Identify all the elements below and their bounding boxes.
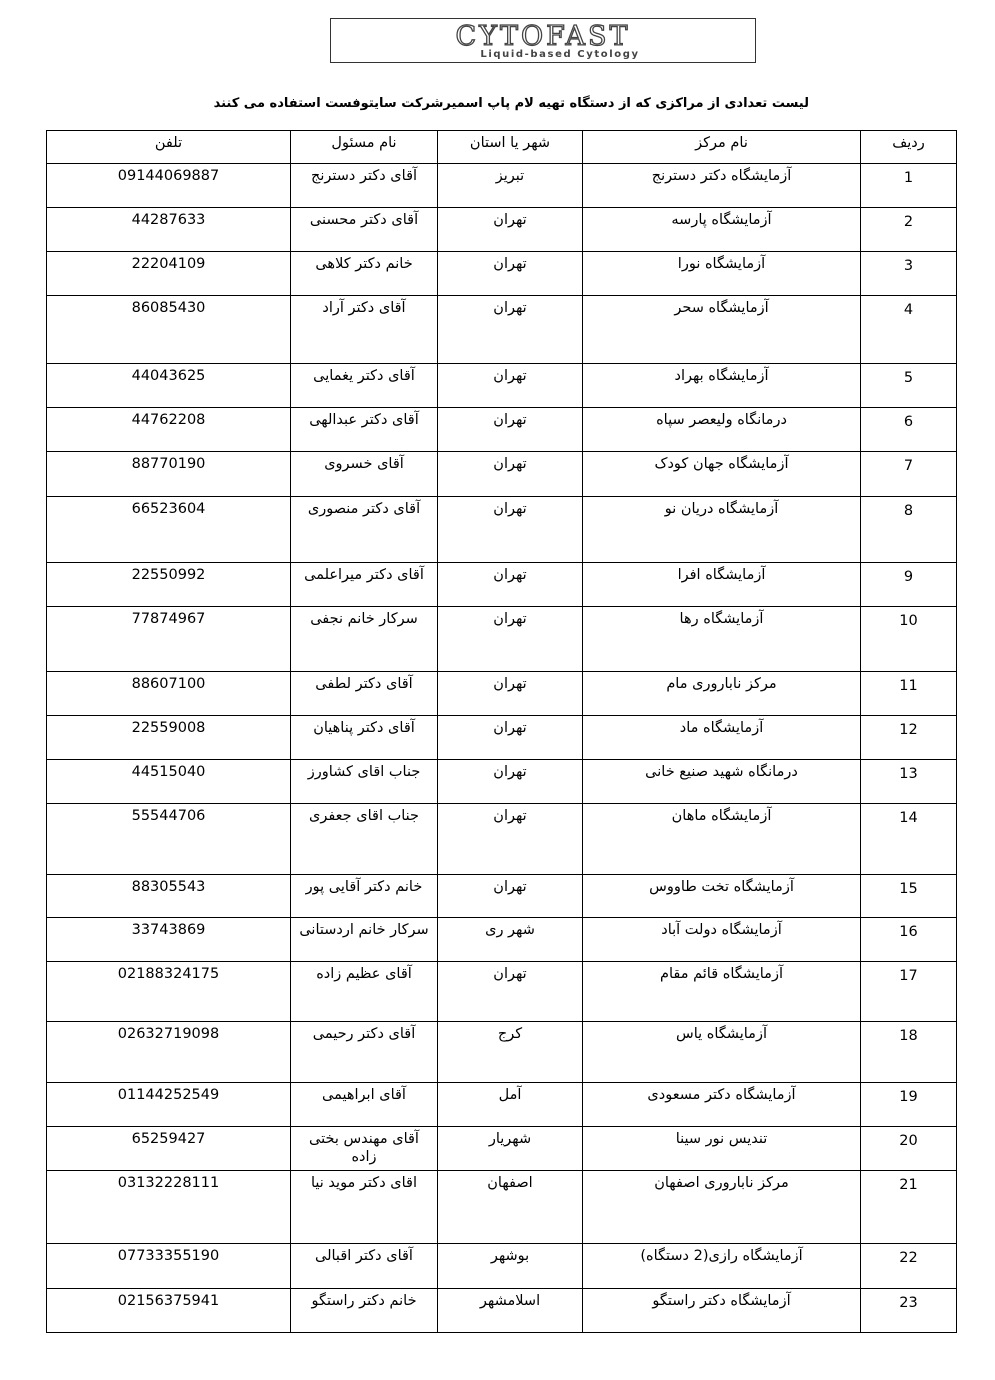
phone-cell: 02156375941 xyxy=(47,1289,291,1333)
row-number-cell: 13 xyxy=(861,760,957,804)
city-cell: تهران xyxy=(438,408,583,452)
row-number-cell: 3 xyxy=(861,252,957,296)
city-cell: تهران xyxy=(438,208,583,252)
phone-cell: 22550992 xyxy=(47,563,291,607)
center-name-cell: آزمایشگاه دریان نو xyxy=(583,497,861,563)
row-number-cell: 21 xyxy=(861,1171,957,1244)
table-row xyxy=(47,875,957,918)
header-center-name: نام مرکز xyxy=(583,131,861,164)
city-cell: تهران xyxy=(438,962,583,1022)
center-name-cell: آزمایشگاه دکتر مسعودی xyxy=(583,1083,861,1127)
row-number-cell: 20 xyxy=(861,1127,957,1171)
city-cell: اسلامشهر xyxy=(438,1289,583,1333)
row-number-cell: 11 xyxy=(861,672,957,716)
row-number-cell: 18 xyxy=(861,1022,957,1083)
person-cell: آقای دکتر میراعلمی xyxy=(291,563,438,607)
table-row xyxy=(47,452,957,497)
table-row xyxy=(47,1083,957,1127)
center-name-cell: آزمایشگاه ماد xyxy=(583,716,861,760)
table-row xyxy=(47,918,957,962)
phone-cell: 77874967 xyxy=(47,607,291,672)
center-name-cell: تندیس نور سینا xyxy=(583,1127,861,1171)
row-number-cell: 12 xyxy=(861,716,957,760)
row-number-cell: 1 xyxy=(861,164,957,208)
center-name-cell: آزمایشگاه پارسه xyxy=(583,208,861,252)
phone-cell: 44287633 xyxy=(47,208,291,252)
header-phone: تلفن xyxy=(47,131,291,164)
person-cell: آقای خسروی xyxy=(291,452,438,497)
table-row xyxy=(47,252,957,296)
phone-cell: 86085430 xyxy=(47,296,291,364)
centers-table xyxy=(46,130,957,1333)
row-number-cell: 15 xyxy=(861,875,957,918)
table-row xyxy=(47,804,957,875)
table-row xyxy=(47,497,957,563)
phone-cell: 33743869 xyxy=(47,918,291,962)
table-header-row xyxy=(47,131,957,164)
table-row xyxy=(47,1244,957,1289)
center-name-cell: آزمایشگاه بهراد xyxy=(583,364,861,408)
center-name-cell: مرکز ناباروری اصفهان xyxy=(583,1171,861,1244)
table-row xyxy=(47,408,957,452)
phone-cell: 55544706 xyxy=(47,804,291,875)
person-cell: اقای دکتر موید نیا xyxy=(291,1171,438,1244)
row-number-cell: 6 xyxy=(861,408,957,452)
table-row xyxy=(47,1127,957,1171)
center-name-cell: مرکز ناباروری مام xyxy=(583,672,861,716)
city-cell: تهران xyxy=(438,364,583,408)
row-number-cell: 16 xyxy=(861,918,957,962)
table-row xyxy=(47,1289,957,1333)
center-name-cell: درمانگاه ولیعصر سپاه xyxy=(583,408,861,452)
city-cell: تبریز xyxy=(438,164,583,208)
center-name-cell: آزمایشگاه یاس xyxy=(583,1022,861,1083)
table-row xyxy=(47,1171,957,1244)
center-name-cell: درمانگاه شهید صنیع خانی xyxy=(583,760,861,804)
table-row xyxy=(47,364,957,408)
city-cell: تهران xyxy=(438,607,583,672)
company-logo xyxy=(330,18,756,63)
row-number-cell: 14 xyxy=(861,804,957,875)
phone-cell: 01144252549 xyxy=(47,1083,291,1127)
city-cell: کرج xyxy=(438,1022,583,1083)
center-name-cell: آزمایشگاه قائم مقام xyxy=(583,962,861,1022)
center-name-cell: آزمایشگاه نورا xyxy=(583,252,861,296)
phone-cell: 88607100 xyxy=(47,672,291,716)
header-person: نام مسئول xyxy=(291,131,438,164)
phone-cell: 65259427 xyxy=(47,1127,291,1171)
city-cell: تهران xyxy=(438,875,583,918)
city-cell: تهران xyxy=(438,296,583,364)
city-cell: تهران xyxy=(438,672,583,716)
city-cell: تهران xyxy=(438,716,583,760)
phone-cell: 44043625 xyxy=(47,364,291,408)
center-name-cell: آزمایشگاه دولت آباد xyxy=(583,918,861,962)
table-row xyxy=(47,607,957,672)
city-cell: شهر ری xyxy=(438,918,583,962)
phone-cell: 22204109 xyxy=(47,252,291,296)
header-row-number: ردیف xyxy=(861,131,957,164)
table-row xyxy=(47,760,957,804)
center-name-cell: آزمایشگاه افرا xyxy=(583,563,861,607)
phone-cell: 07733355190 xyxy=(47,1244,291,1289)
city-cell: تهران xyxy=(438,804,583,875)
row-number-cell: 4 xyxy=(861,296,957,364)
phone-cell: 22559008 xyxy=(47,716,291,760)
person-cell: سرکار خانم اردستانی xyxy=(291,918,438,962)
person-cell: خانم دکتر آقایی پور xyxy=(291,875,438,918)
person-cell: آقای ابراهیمی xyxy=(291,1083,438,1127)
person-cell: آقای دکتر دسترنج xyxy=(291,164,438,208)
person-cell: آقای دکتر یغمایی xyxy=(291,364,438,408)
city-cell: تهران xyxy=(438,452,583,497)
phone-cell: 09144069887 xyxy=(47,164,291,208)
phone-cell: 03132228111 xyxy=(47,1171,291,1244)
table-row xyxy=(47,296,957,364)
city-cell: بوشهر xyxy=(438,1244,583,1289)
row-number-cell: 8 xyxy=(861,497,957,563)
phone-cell: 88305543 xyxy=(47,875,291,918)
row-number-cell: 2 xyxy=(861,208,957,252)
phone-cell: 44515040 xyxy=(47,760,291,804)
city-cell: شهریار xyxy=(438,1127,583,1171)
person-cell: آقای دکتر رحیمی xyxy=(291,1022,438,1083)
table-row xyxy=(47,164,957,208)
center-name-cell: آزمایشگاه سحر xyxy=(583,296,861,364)
row-number-cell: 23 xyxy=(861,1289,957,1333)
city-cell: تهران xyxy=(438,760,583,804)
person-cell: جناب اقای کشاورز xyxy=(291,760,438,804)
person-cell: خانم دکتر راستگو xyxy=(291,1289,438,1333)
table-row xyxy=(47,962,957,1022)
person-cell: خانم دکتر کلاهی xyxy=(291,252,438,296)
table-row xyxy=(47,1022,957,1083)
center-name-cell: آزمایشگاه تخت طاووس xyxy=(583,875,861,918)
row-number-cell: 19 xyxy=(861,1083,957,1127)
person-cell: آقای عظیم زاده xyxy=(291,962,438,1022)
table-row xyxy=(47,672,957,716)
center-name-cell: آزمایشگاه رازی(2 دستگاه) xyxy=(583,1244,861,1289)
person-cell: آقای دکتر لطفی xyxy=(291,672,438,716)
logo-tagline: Liquid-based Cytology xyxy=(480,49,640,60)
person-cell: آقای دکتر عبدالهی xyxy=(291,408,438,452)
person-cell: آقای دکتر منصوری xyxy=(291,497,438,563)
person-cell: جناب اقای جعفری xyxy=(291,804,438,875)
phone-cell: 02632719098 xyxy=(47,1022,291,1083)
phone-cell: 66523604 xyxy=(47,497,291,563)
city-cell: تهران xyxy=(438,497,583,563)
city-cell: اصفهان xyxy=(438,1171,583,1244)
person-cell: آقای دکتر محسنی xyxy=(291,208,438,252)
row-number-cell: 9 xyxy=(861,563,957,607)
row-number-cell: 22 xyxy=(861,1244,957,1289)
center-name-cell: آزمایشگاه جهان کودک xyxy=(583,452,861,497)
city-cell: تهران xyxy=(438,563,583,607)
row-number-cell: 7 xyxy=(861,452,957,497)
table-row xyxy=(47,716,957,760)
table-row xyxy=(47,563,957,607)
center-name-cell: آزمایشگاه دکتر راستگو xyxy=(583,1289,861,1333)
city-cell: آمل xyxy=(438,1083,583,1127)
person-cell: سرکار خانم نجفی xyxy=(291,607,438,672)
person-cell: آقای مهندس بختی زاده xyxy=(291,1127,438,1171)
table-body xyxy=(47,164,957,1333)
center-name-cell: آزمایشگاه رها xyxy=(583,607,861,672)
header-city: شهر یا استان xyxy=(438,131,583,164)
person-cell: آقای دکتر پناهیان xyxy=(291,716,438,760)
phone-cell: 02188324175 xyxy=(47,962,291,1022)
table-row xyxy=(47,208,957,252)
row-number-cell: 5 xyxy=(861,364,957,408)
person-cell: آقای دکتر اقبالی xyxy=(291,1244,438,1289)
city-cell: تهران xyxy=(438,252,583,296)
page-title: لیست تعدادی از مراکزی که از دستگاه تهیه لام پاپ اسمیرشرکت سایتوفست استفاده می کنند xyxy=(213,96,809,111)
phone-cell: 44762208 xyxy=(47,408,291,452)
center-name-cell: آزمایشگاه دکتر دسترنج xyxy=(583,164,861,208)
logo-wordmark: CYTOFAST xyxy=(455,21,631,52)
row-number-cell: 17 xyxy=(861,962,957,1022)
phone-cell: 88770190 xyxy=(47,452,291,497)
center-name-cell: آزمایشگاه ماهان xyxy=(583,804,861,875)
person-cell: آقای دکتر آراد xyxy=(291,296,438,364)
row-number-cell: 10 xyxy=(861,607,957,672)
